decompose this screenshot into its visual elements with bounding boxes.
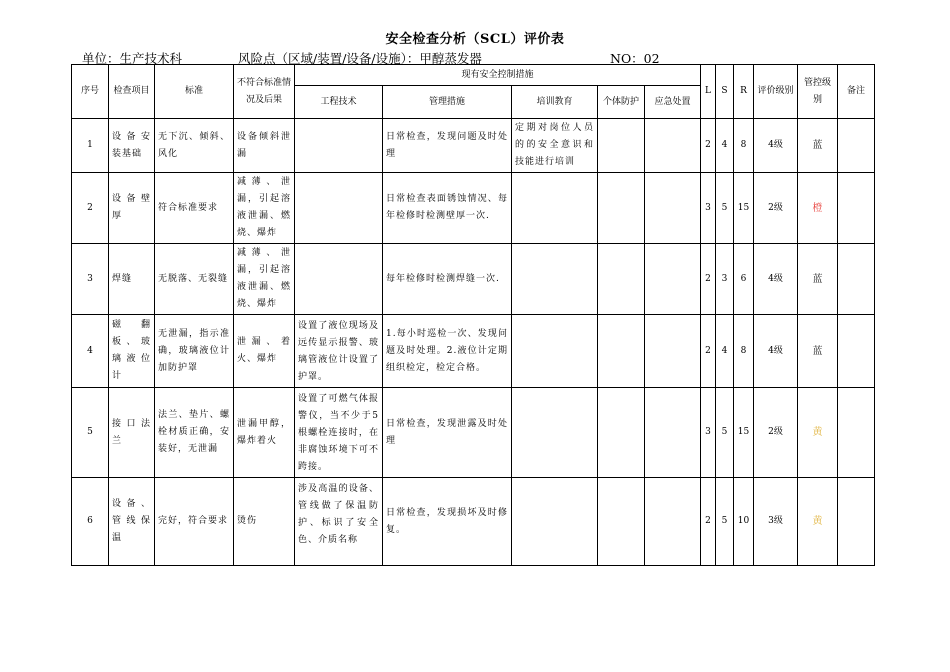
cell-management: 日常检查，发现损坏及时修复。 xyxy=(383,478,512,566)
cell-training xyxy=(512,173,598,244)
table-row xyxy=(72,315,875,388)
header-control-level: 管控级别 xyxy=(798,65,838,119)
cell-nonconform: 减薄、泄漏，引起溶液泄漏、燃烧、爆炸 xyxy=(234,244,295,315)
cell-seq: 5 xyxy=(72,388,109,478)
cell-nonconform: 减薄、泄漏，引起溶液泄漏、燃烧、爆炸 xyxy=(234,173,295,244)
header-item: 检查项目 xyxy=(109,65,155,119)
cell-emergency xyxy=(645,173,701,244)
table-row xyxy=(72,244,875,315)
header-remark: 备注 xyxy=(838,65,875,119)
cell-nonconform: 泄漏、着火、爆炸 xyxy=(234,315,295,388)
cell-training: 定期对岗位人员的的安全意识和技能进行培训 xyxy=(512,119,598,173)
header-s: S xyxy=(716,65,734,119)
cell-engineering xyxy=(295,119,383,173)
cell-control-level: 蓝 xyxy=(798,315,838,388)
cell-eval-level: 4级 xyxy=(754,119,798,173)
cell-eval-level: 4级 xyxy=(754,244,798,315)
cell-engineering: 设置了可燃气体报警仪，当不少于5根螺栓连接时，在非腐蚀环境下可不跨接。 xyxy=(295,388,383,478)
header-l: L xyxy=(701,65,716,119)
cell-r: 8 xyxy=(734,315,754,388)
cell-item: 设备安装基础 xyxy=(109,119,155,173)
cell-engineering: 涉及高温的设备、管线做了保温防护、标识了安全色、介质名称 xyxy=(295,478,383,566)
scl-table xyxy=(71,64,875,566)
cell-engineering xyxy=(295,244,383,315)
table-row xyxy=(72,478,875,566)
cell-emergency xyxy=(645,478,701,566)
cell-remark xyxy=(838,119,875,173)
cell-remark xyxy=(838,478,875,566)
cell-standard: 法兰、垫片、螺栓材质正确，安装好，无泄漏 xyxy=(155,388,234,478)
cell-management: 每年检修时检测焊缝一次. xyxy=(383,244,512,315)
cell-r: 15 xyxy=(734,173,754,244)
cell-emergency xyxy=(645,244,701,315)
cell-management: 1.每小时巡检一次、发现问题及时处理。2.液位计定期组织检定，检定合格。 xyxy=(383,315,512,388)
cell-control-level: 黄 xyxy=(798,478,838,566)
header-management: 管理措施 xyxy=(383,86,512,119)
cell-r: 6 xyxy=(734,244,754,315)
cell-seq: 1 xyxy=(72,119,109,173)
table-row xyxy=(72,173,875,244)
cell-remark xyxy=(838,315,875,388)
cell-control-level: 蓝 xyxy=(798,244,838,315)
cell-item: 焊缝 xyxy=(109,244,155,315)
cell-seq: 3 xyxy=(72,244,109,315)
cell-standard: 无脱落、无裂缝 xyxy=(155,244,234,315)
cell-l: 2 xyxy=(701,244,716,315)
cell-seq: 2 xyxy=(72,173,109,244)
table-row xyxy=(72,119,875,173)
unit-label: 单位：生产技术科 xyxy=(82,51,183,66)
cell-control-level: 蓝 xyxy=(798,119,838,173)
cell-training xyxy=(512,388,598,478)
cell-item: 磁翻板、玻璃液位计 xyxy=(109,315,155,388)
cell-s: 4 xyxy=(716,315,734,388)
cell-eval-level: 4级 xyxy=(754,315,798,388)
cell-l: 2 xyxy=(701,478,716,566)
cell-eval-level: 2级 xyxy=(754,388,798,478)
header-engineering: 工程技术 xyxy=(295,86,383,119)
cell-standard: 完好，符合要求 xyxy=(155,478,234,566)
cell-emergency xyxy=(645,388,701,478)
cell-item: 设备壁厚 xyxy=(109,173,155,244)
header-eval-level: 评价级别 xyxy=(754,65,798,119)
cell-ppe xyxy=(598,388,645,478)
cell-management: 日常检查表面锈蚀情况、每年检修时检测壁厚一次. xyxy=(383,173,512,244)
cell-r: 10 xyxy=(734,478,754,566)
cell-s: 5 xyxy=(716,478,734,566)
cell-engineering: 设置了液位现场及远传显示报警、玻璃管液位计设置了护罩。 xyxy=(295,315,383,388)
cell-control-level: 黄 xyxy=(798,388,838,478)
cell-remark xyxy=(838,173,875,244)
cell-management: 日常检查，发现问题及时处理 xyxy=(383,119,512,173)
header-ppe: 个体防护 xyxy=(598,86,645,119)
cell-control-level: 橙 xyxy=(798,173,838,244)
header-training: 培训教育 xyxy=(512,86,598,119)
cell-eval-level: 3级 xyxy=(754,478,798,566)
header-r: R xyxy=(734,65,754,119)
cell-engineering xyxy=(295,173,383,244)
cell-ppe xyxy=(598,315,645,388)
cell-ppe xyxy=(598,244,645,315)
cell-remark xyxy=(838,388,875,478)
cell-l: 3 xyxy=(701,388,716,478)
cell-training xyxy=(512,478,598,566)
cell-emergency xyxy=(645,315,701,388)
header-controls-group: 现有安全控制措施 xyxy=(295,65,701,86)
cell-seq: 6 xyxy=(72,478,109,566)
cell-s: 4 xyxy=(716,119,734,173)
cell-s: 3 xyxy=(716,244,734,315)
cell-s: 5 xyxy=(716,173,734,244)
cell-r: 8 xyxy=(734,119,754,173)
cell-nonconform: 烫伤 xyxy=(234,478,295,566)
cell-ppe xyxy=(598,173,645,244)
cell-training xyxy=(512,315,598,388)
header-standard: 标准 xyxy=(155,65,234,119)
cell-standard: 无泄漏，指示准确，玻璃液位计加防护罩 xyxy=(155,315,234,388)
cell-ppe xyxy=(598,119,645,173)
cell-item: 设备、管线保温 xyxy=(109,478,155,566)
cell-s: 5 xyxy=(716,388,734,478)
cell-ppe xyxy=(598,478,645,566)
cell-management: 日常检查，发现泄露及时处理 xyxy=(383,388,512,478)
cell-r: 15 xyxy=(734,388,754,478)
cell-standard: 无下沉、倾斜、风化 xyxy=(155,119,234,173)
cell-standard: 符合标准要求 xyxy=(155,173,234,244)
cell-emergency xyxy=(645,119,701,173)
risk-point-label: 风险点（区域/装置/设备/设施）：甲醇蒸发器 xyxy=(238,51,482,66)
header-nonconform: 不符合标准情况及后果 xyxy=(234,65,295,119)
cell-item: 接口法兰 xyxy=(109,388,155,478)
cell-l: 3 xyxy=(701,173,716,244)
cell-seq: 4 xyxy=(72,315,109,388)
cell-l: 2 xyxy=(701,315,716,388)
table-row xyxy=(72,388,875,478)
header-emergency: 应急处置 xyxy=(645,86,701,119)
page-title: 安全检查分析（SCL）评价表 xyxy=(385,32,565,47)
cell-eval-level: 2级 xyxy=(754,173,798,244)
cell-training xyxy=(512,244,598,315)
cell-remark xyxy=(838,244,875,315)
form-number: NO：02 xyxy=(610,51,660,66)
cell-l: 2 xyxy=(701,119,716,173)
header-seq: 序号 xyxy=(72,65,109,119)
cell-nonconform: 设备倾斜泄漏 xyxy=(234,119,295,173)
cell-nonconform: 泄漏甲醇，爆炸着火 xyxy=(234,388,295,478)
